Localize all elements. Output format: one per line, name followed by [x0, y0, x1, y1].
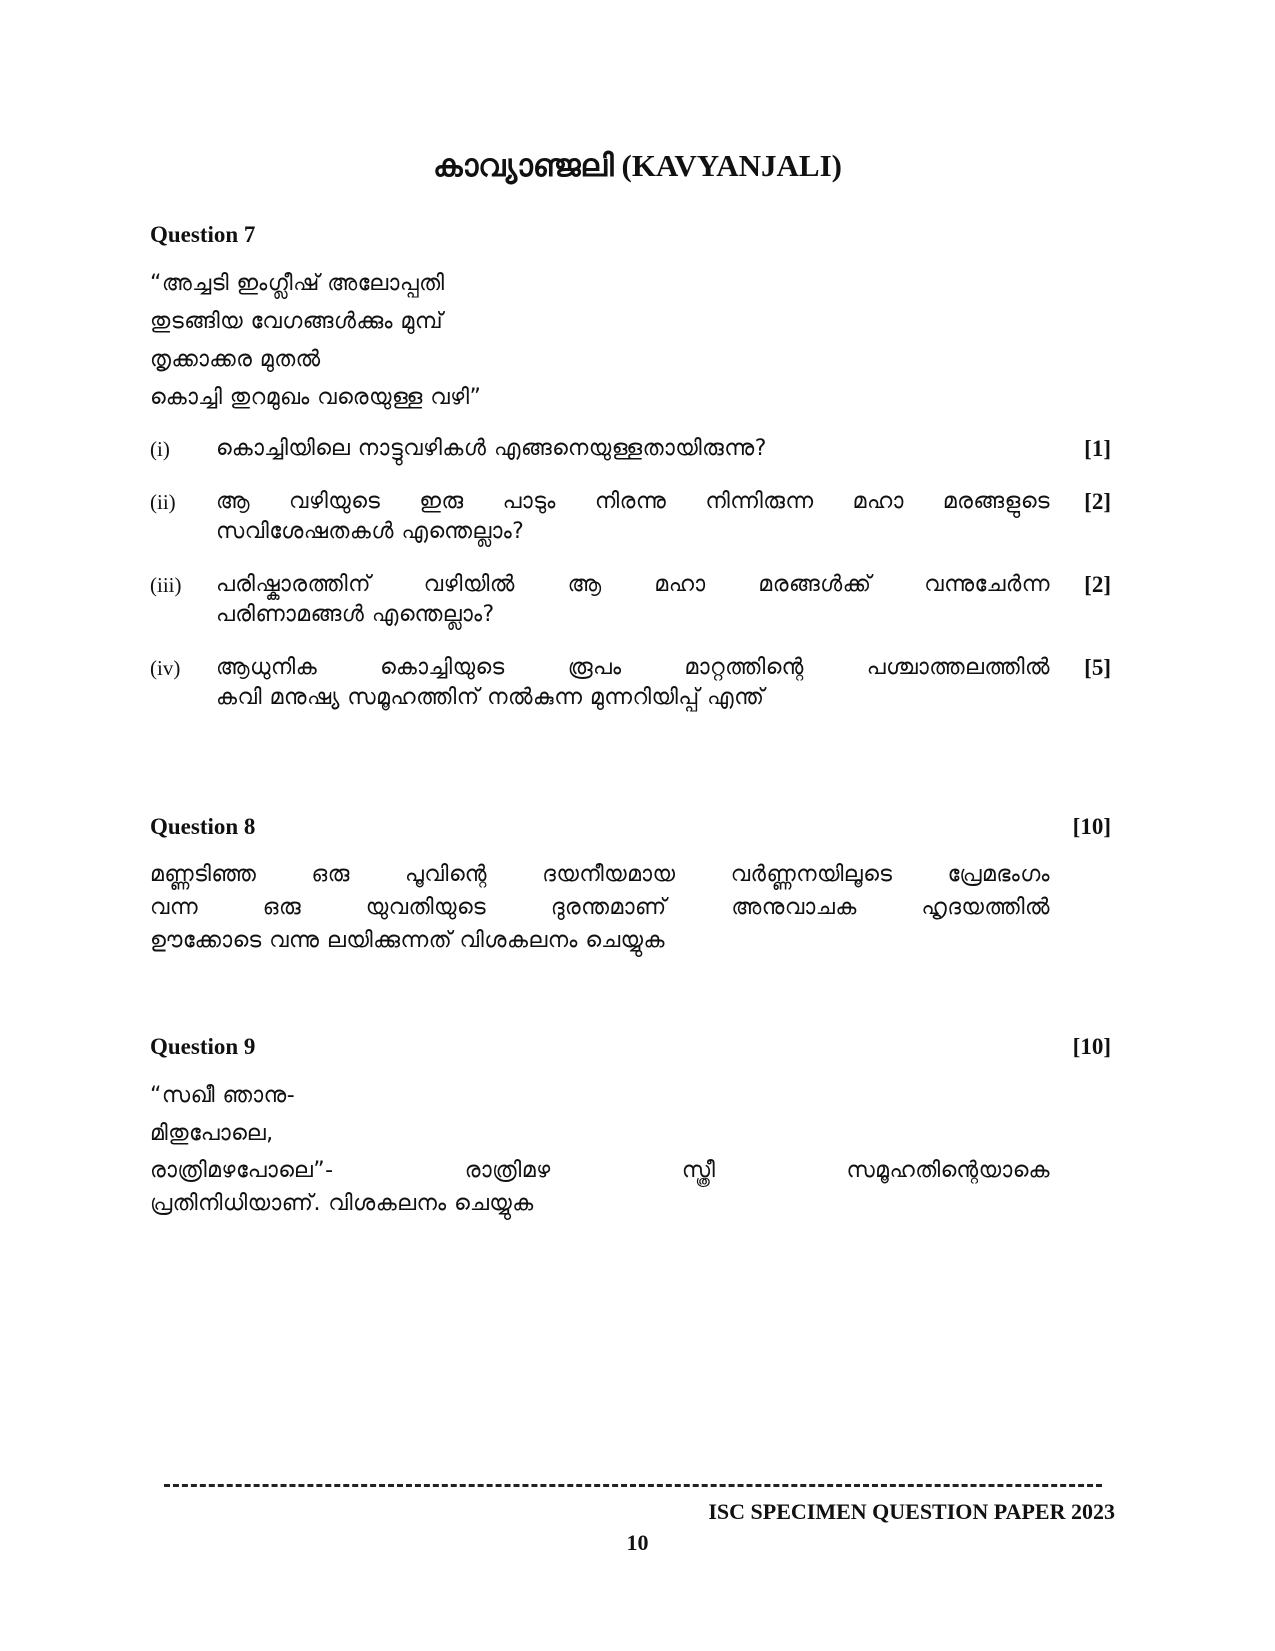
question-8-marks: [10] — [1072, 814, 1111, 839]
poem-line: കൊച്ചി തുറമുഖം വരെയുള്ള വഴി” — [150, 385, 482, 410]
question-9-heading: Question 9 — [150, 1034, 256, 1059]
question-9-text — [150, 1154, 1050, 1220]
question-8-heading: Question 8 — [150, 814, 256, 839]
subquestion-text — [216, 487, 1050, 547]
question-7-poem — [150, 265, 1050, 417]
subquestion-marks: [2] — [1084, 572, 1111, 597]
question-7-heading: Question 7 — [150, 222, 256, 247]
poem-line: “സഖീ ഞാനു- — [150, 1083, 296, 1108]
paragraph-line: ഊക്കോടെ വന്നു ലയിക്കുന്നത് വിശകലനം ചെയ്യുക — [150, 928, 666, 953]
footer-divider — [164, 1484, 1102, 1487]
subquestion-marks: [2] — [1084, 489, 1111, 514]
poem-line: തുടങ്ങിയ വേഗങ്ങൾക്കും മുമ്പ് — [150, 309, 443, 334]
subquestion-line: ആ വഴിയുടെ ഇരു പാടും നിരന്നു നിന്നിരുന്ന മഹാ മരങ്ങളുടെ — [216, 489, 1050, 514]
poem-line: മിതുപോലെ, — [150, 1121, 274, 1146]
page-title-english: (KAVYANJALI) — [621, 148, 842, 183]
subquestion-text — [216, 653, 1050, 713]
subquestion-marks: [1] — [1084, 436, 1111, 461]
subquestion-number: (iii) — [150, 573, 182, 597]
question-7-subquestion-i — [150, 434, 1111, 466]
subquestion-line: പരിണാമങ്ങൾ എന്തെല്ലാം? — [216, 602, 495, 627]
paragraph-line: മണ്ണടിഞ്ഞ ഒരു പൂവിന്റെ ദയനീയമായ വർണ്ണനയിലൂടെ പ്രേമഭംഗം — [150, 862, 1050, 887]
subquestion-marks: [5] — [1084, 655, 1111, 680]
subquestion-number: (ii) — [150, 490, 176, 514]
question-9-poem — [150, 1077, 1050, 1153]
paragraph-line: വന്ന ഒരു യുവതിയുടെ ദുരന്തമാണ് അനുവാചക ഹൃദയത്തിൽ — [150, 895, 1050, 920]
subquestion-line: പരിഷ്കാരത്തിന് വഴിയിൽ ആ മഹാ മരങ്ങൾക്ക് വന്നുചേർന്ന — [216, 572, 1050, 597]
question-7-subquestion-iii — [150, 570, 1111, 632]
paragraph-line: പ്രതിനിധിയാണ്. വിശകലനം ചെയ്യുക — [150, 1191, 534, 1216]
paragraph-line: രാത്രിമഴപോലെ”- രാത്രിമഴ സ്ത്രീ സമൂഹതിന്റെയാകെ — [150, 1158, 1050, 1183]
subquestion-number: (iv) — [150, 656, 181, 680]
footer-title: ISC SPECIMEN QUESTION PAPER 2023 — [708, 1499, 1115, 1524]
question-7-subquestion-ii — [150, 487, 1111, 549]
page-number: 10 — [626, 1530, 649, 1555]
page-title — [0, 146, 1275, 186]
page-title-malayalam: കാവ്യാഞ്ജലി — [433, 148, 614, 184]
question-8-text — [150, 858, 1050, 957]
question-7-subquestion-iv — [150, 653, 1111, 715]
subquestion-number: (i) — [150, 437, 170, 461]
subquestion-line: കൊച്ചിയിലെ നാട്ടുവഴികൾ എങ്ങനെയുള്ളതായിരുന്നു? — [216, 436, 767, 461]
poem-line: തൃക്കാക്കര മുതൽ — [150, 347, 321, 372]
subquestion-line: സവിശേഷതകൾ എന്തെല്ലാം? — [216, 519, 525, 544]
subquestion-line: ആധുനിക കൊച്ചിയുടെ രൂപം മാറ്റത്തിന്റെ പശ്ചാത്തലത്തിൽ — [216, 655, 1050, 680]
subquestion-text — [216, 434, 1050, 464]
question-9-marks: [10] — [1072, 1034, 1111, 1059]
subquestion-text — [216, 570, 1050, 630]
subquestion-line: കവി മനുഷ്യ സമൂഹത്തിന് നൽകുന്ന മുന്നറിയിപ്പ് എന്ത് — [216, 685, 765, 710]
poem-line: “അച്ചടി ഇംഗ്ലീഷ് അലോപ്പതി — [150, 271, 445, 296]
